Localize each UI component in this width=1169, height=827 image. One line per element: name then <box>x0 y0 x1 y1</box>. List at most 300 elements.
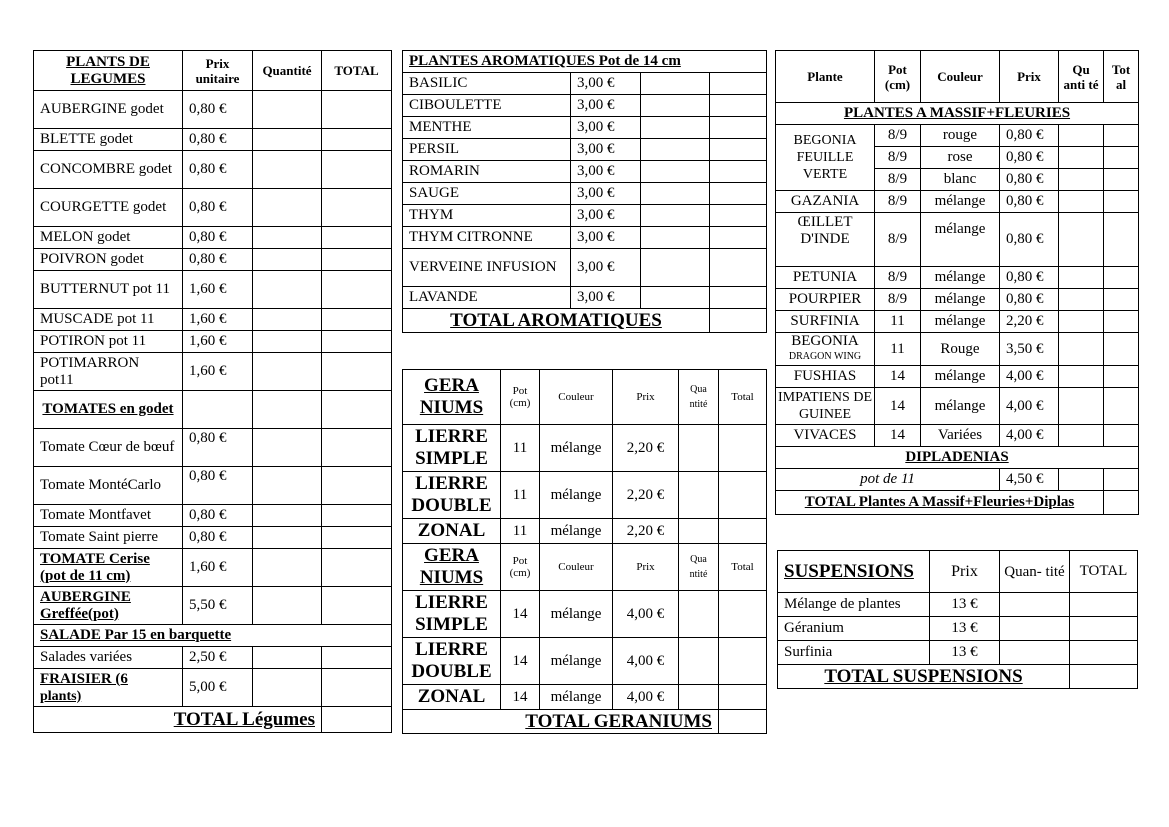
item-name: SURFINIA <box>776 311 875 333</box>
item-color: mélange <box>540 472 613 519</box>
item-price: 4,50 € <box>1000 469 1059 491</box>
qty-cell[interactable] <box>1059 213 1104 267</box>
geraniums-header-name: GERA NIUMS <box>403 370 501 425</box>
item-price: 0,80 € <box>1000 213 1059 267</box>
qty-cell[interactable] <box>641 249 710 287</box>
item-name: VERVEINE INFUSION <box>403 249 571 287</box>
table-row <box>776 191 1139 213</box>
qty-cell[interactable] <box>641 205 710 227</box>
item-pot: 8/9 <box>875 267 921 289</box>
qty-cell[interactable] <box>1000 641 1070 665</box>
item-price: 3,00 € <box>571 117 641 139</box>
total-cell[interactable] <box>719 425 767 472</box>
table-row <box>34 189 392 227</box>
item-name: Tomate Montfavet <box>34 505 183 527</box>
item-name: GAZANIA <box>776 191 875 213</box>
item-name: LIERRE SIMPLE <box>403 425 501 472</box>
item-name: IMPATIENS DE GUINEE <box>776 388 875 425</box>
table-row <box>34 505 392 527</box>
item-price: 2,20 € <box>1000 311 1059 333</box>
total-cell[interactable] <box>710 139 767 161</box>
qty-cell[interactable] <box>253 353 322 391</box>
item-price: 1,60 € <box>183 549 253 587</box>
total-cell[interactable] <box>322 647 392 669</box>
aromatiques-table <box>402 50 767 333</box>
header-pot: Pot (cm) <box>501 370 540 425</box>
item-price: 13 € <box>930 617 1000 641</box>
qty-cell[interactable] <box>1059 366 1104 388</box>
qty-cell[interactable] <box>1059 125 1104 147</box>
item-name: Salades variées <box>34 647 183 669</box>
header-color: Couleur <box>921 51 1000 103</box>
table-row <box>34 429 392 467</box>
item-name: ZONAL <box>403 685 501 710</box>
item-color: mélange <box>540 519 613 544</box>
total-cell[interactable] <box>1070 617 1138 641</box>
total-cell[interactable] <box>710 227 767 249</box>
item-price: 0,80 € <box>1000 169 1059 191</box>
item-color: mélange <box>921 213 1000 267</box>
legumes-header-price: Prix unitaire <box>183 51 253 91</box>
table-row <box>34 309 392 331</box>
item-color: mélange <box>540 425 613 472</box>
qty-cell[interactable] <box>1059 311 1104 333</box>
total-cell[interactable] <box>322 527 392 549</box>
total-cell[interactable] <box>719 685 767 710</box>
table-row <box>776 311 1139 333</box>
table-row <box>34 151 392 189</box>
item-price: 3,00 € <box>571 205 641 227</box>
table-row <box>403 638 767 685</box>
header-total: TOTAL <box>1070 551 1138 593</box>
qty-cell[interactable] <box>1059 267 1104 289</box>
item-price: 3,00 € <box>571 183 641 205</box>
total-cell[interactable] <box>322 505 392 527</box>
qty-cell[interactable] <box>1000 617 1070 641</box>
item-name: Surfinia <box>778 641 930 665</box>
item-price: 2,20 € <box>613 425 679 472</box>
total-cell[interactable] <box>710 183 767 205</box>
item-color: mélange <box>540 638 613 685</box>
item-color: Variées <box>921 425 1000 447</box>
qty-cell[interactable] <box>253 151 322 189</box>
qty-cell[interactable] <box>253 91 322 129</box>
item-price: 4,00 € <box>1000 388 1059 425</box>
item-pot: 8/9 <box>875 125 921 147</box>
qty-cell[interactable] <box>253 647 322 669</box>
qty-cell[interactable] <box>679 519 719 544</box>
table-row <box>403 519 767 544</box>
qty-cell[interactable] <box>253 309 322 331</box>
item-name: VIVACES <box>776 425 875 447</box>
item-color: rose <box>921 147 1000 169</box>
total-cell[interactable] <box>322 151 392 189</box>
total-massif-value[interactable] <box>1104 491 1139 515</box>
total-cell[interactable] <box>1104 388 1139 425</box>
header-pot: Pot (cm) <box>501 544 540 591</box>
item-name: THYM <box>403 205 571 227</box>
qty-cell[interactable] <box>1059 425 1104 447</box>
table-row <box>778 617 1138 641</box>
total-cell[interactable] <box>719 591 767 638</box>
qty-cell[interactable] <box>679 638 719 685</box>
total-cell[interactable] <box>322 189 392 227</box>
table-row <box>776 366 1139 388</box>
aromatiques-title: PLANTES AROMATIQUES Pot de 14 cm <box>403 51 767 73</box>
total-cell[interactable] <box>710 95 767 117</box>
item-pot: 14 <box>501 685 540 710</box>
item-color: mélange <box>540 685 613 710</box>
item-name: POTIRON pot 11 <box>34 331 183 353</box>
item-price: 3,00 € <box>571 287 641 309</box>
total-cell[interactable] <box>1104 125 1139 147</box>
item-name: THYM CITRONNE <box>403 227 571 249</box>
header-price: Prix <box>613 370 679 425</box>
item-pot: 8/9 <box>875 147 921 169</box>
total-cell[interactable] <box>322 587 392 625</box>
table-row <box>403 249 767 287</box>
qty-cell[interactable] <box>679 685 719 710</box>
item-price: 2,20 € <box>613 472 679 519</box>
table-row <box>34 91 392 129</box>
total-cell[interactable] <box>719 519 767 544</box>
item-name: Tomate Saint pierre <box>34 527 183 549</box>
item-price: 0,80 € <box>183 91 253 129</box>
item-price: 2,20 € <box>613 519 679 544</box>
item-name: LAVANDE <box>403 287 571 309</box>
item-name: ŒILLET D'INDE <box>776 213 875 267</box>
item-name: MELON godet <box>34 227 183 249</box>
qty-cell[interactable] <box>641 95 710 117</box>
table-row <box>776 469 1139 491</box>
qty-cell[interactable] <box>253 189 322 227</box>
item-name: Tomate MontéCarlo <box>34 467 183 505</box>
item-name: TOMATE Cerise (pot de 11 cm) <box>34 549 183 587</box>
item-price: 3,50 € <box>1000 333 1059 366</box>
total-cell[interactable] <box>322 227 392 249</box>
qty-cell[interactable] <box>253 669 322 707</box>
total-cell[interactable] <box>710 287 767 309</box>
item-price: 3,00 € <box>571 139 641 161</box>
item-name: AUBERGINE Greffée(pot) <box>34 587 183 625</box>
total-cell[interactable] <box>1104 425 1139 447</box>
total-massif-label: TOTAL Plantes A Massif+Fleuries+Diplas <box>776 491 1104 515</box>
total-cell[interactable] <box>1104 311 1139 333</box>
qty-cell[interactable] <box>641 117 710 139</box>
total-suspensions-value[interactable] <box>1070 665 1138 689</box>
item-pot: 11 <box>501 519 540 544</box>
item-name: POURPIER <box>776 289 875 311</box>
item-name: FRAISIER (6 plants) <box>34 669 183 707</box>
qty-cell[interactable] <box>1059 388 1104 425</box>
total-cell[interactable] <box>322 309 392 331</box>
qty-cell[interactable] <box>253 549 322 587</box>
table-row <box>34 669 392 707</box>
total-cell[interactable] <box>710 249 767 287</box>
item-color: mélange <box>921 311 1000 333</box>
header-color: Couleur <box>540 370 613 425</box>
item-pot: 14 <box>875 388 921 425</box>
table-row <box>34 527 392 549</box>
qty-cell[interactable] <box>641 161 710 183</box>
total-cell[interactable] <box>322 129 392 151</box>
item-price: 0,80 € <box>1000 191 1059 213</box>
geraniums-header-name-2: GERA NIUMS <box>403 544 501 591</box>
qty-cell[interactable] <box>253 467 322 505</box>
table-row <box>403 472 767 519</box>
table-row <box>776 333 1139 366</box>
item-name: CONCOMBRE godet <box>34 151 183 189</box>
item-price: 1,60 € <box>183 309 253 331</box>
total-cell[interactable] <box>710 161 767 183</box>
total-cell[interactable] <box>322 467 392 505</box>
item-price: 3,00 € <box>571 73 641 95</box>
item-price: 0,80 € <box>1000 125 1059 147</box>
qty-cell[interactable] <box>253 271 322 309</box>
qty-cell[interactable] <box>253 527 322 549</box>
tomates-title: TOMATES en godet <box>34 391 183 429</box>
item-color: blanc <box>921 169 1000 191</box>
item-name: AUBERGINE godet <box>34 91 183 129</box>
table-row <box>34 227 392 249</box>
legumes-header-qty: Quantité <box>253 51 322 91</box>
total-cell[interactable] <box>710 205 767 227</box>
header-plante: Plante <box>776 51 875 103</box>
item-price: 5,50 € <box>183 587 253 625</box>
total-cell[interactable] <box>322 549 392 587</box>
header-color: Couleur <box>540 544 613 591</box>
table-row <box>403 685 767 710</box>
total-cell[interactable] <box>710 73 767 95</box>
total-cell[interactable] <box>1104 147 1139 169</box>
table-row <box>403 205 767 227</box>
item-price: 0,80 € <box>183 429 253 467</box>
item-price: 4,00 € <box>613 685 679 710</box>
qty-cell[interactable] <box>1059 147 1104 169</box>
table-row <box>776 267 1139 289</box>
qty-cell[interactable] <box>679 472 719 519</box>
item-name: COURGETTE godet <box>34 189 183 227</box>
item-pot: 11 <box>501 425 540 472</box>
item-color: mélange <box>921 366 1000 388</box>
item-price: 3,00 € <box>571 249 641 287</box>
header-qty: Qu anti té <box>1059 51 1104 103</box>
item-pot: 8/9 <box>875 169 921 191</box>
total-legumes-value[interactable] <box>322 707 392 733</box>
total-geraniums-value[interactable] <box>719 710 767 734</box>
qty-cell[interactable] <box>253 331 322 353</box>
total-suspensions-label: TOTAL SUSPENSIONS <box>778 665 1070 689</box>
item-name: POTIMARRON pot11 <box>34 353 183 391</box>
item-color: mélange <box>921 191 1000 213</box>
total-cell[interactable] <box>719 472 767 519</box>
qty-cell[interactable] <box>253 227 322 249</box>
item-price: 0,80 € <box>183 467 253 505</box>
total-cell[interactable] <box>1104 213 1139 267</box>
qty-cell[interactable] <box>1059 289 1104 311</box>
table-row <box>778 641 1138 665</box>
item-name: LIERRE DOUBLE <box>403 638 501 685</box>
item-name: BLETTE godet <box>34 129 183 151</box>
qty-cell[interactable] <box>641 183 710 205</box>
table-row <box>403 425 767 472</box>
item-name: MUSCADE pot 11 <box>34 309 183 331</box>
qty-cell[interactable] <box>1000 593 1070 617</box>
item-pot: 11 <box>875 333 921 366</box>
header-qty: Qua ntité <box>679 370 719 425</box>
item-name: Mélange de plantes <box>778 593 930 617</box>
item-name: POIVRON godet <box>34 249 183 271</box>
total-cell[interactable] <box>322 91 392 129</box>
header-qty: Qua ntité <box>679 544 719 591</box>
qty-cell[interactable] <box>253 429 322 467</box>
item-price: 0,80 € <box>183 227 253 249</box>
total-cell[interactable] <box>322 429 392 467</box>
item-price: 3,00 € <box>571 95 641 117</box>
qty-cell[interactable] <box>1059 191 1104 213</box>
header-total: Total <box>719 370 767 425</box>
item-pot: 11 <box>875 311 921 333</box>
total-cell[interactable] <box>322 353 392 391</box>
item-name: BUTTERNUT pot 11 <box>34 271 183 309</box>
qty-cell[interactable] <box>679 425 719 472</box>
qty-cell[interactable] <box>641 227 710 249</box>
item-price: 4,00 € <box>613 638 679 685</box>
total-cell[interactable] <box>1104 333 1139 366</box>
table-row <box>403 287 767 309</box>
item-pot: 14 <box>875 425 921 447</box>
header-qty: Quan- tité <box>1000 551 1070 593</box>
total-cell[interactable] <box>1104 267 1139 289</box>
qty-cell[interactable] <box>1059 469 1104 491</box>
item-color: rouge <box>921 125 1000 147</box>
total-cell[interactable] <box>322 271 392 309</box>
item-name: PERSIL <box>403 139 571 161</box>
item-price: 0,80 € <box>1000 267 1059 289</box>
qty-cell[interactable] <box>1059 169 1104 191</box>
header-price: Prix <box>613 544 679 591</box>
item-name: PETUNIA <box>776 267 875 289</box>
suspensions-table <box>777 550 1138 689</box>
item-name: FUSHIAS <box>776 366 875 388</box>
geraniums-table <box>402 369 767 734</box>
table-row <box>34 129 392 151</box>
item-price: 0,80 € <box>183 189 253 227</box>
total-aromatiques-value[interactable] <box>710 309 767 333</box>
table-row <box>403 161 767 183</box>
item-pot: 11 <box>501 472 540 519</box>
item-name: pot de 11 <box>776 469 1000 491</box>
item-price: 0,80 € <box>183 249 253 271</box>
header-price: Prix <box>930 551 1000 593</box>
table-row <box>776 213 1139 267</box>
item-color: mélange <box>921 289 1000 311</box>
table-row <box>34 549 392 587</box>
qty-cell[interactable] <box>641 139 710 161</box>
qty-cell[interactable] <box>253 129 322 151</box>
table-row <box>403 117 767 139</box>
item-price: 13 € <box>930 593 1000 617</box>
qty-cell[interactable] <box>641 73 710 95</box>
qty-cell[interactable] <box>253 587 322 625</box>
table-row <box>34 353 392 391</box>
legumes-header-name: PLANTS DE LEGUMES <box>34 51 183 91</box>
table-row <box>403 227 767 249</box>
total-cell[interactable] <box>710 117 767 139</box>
legumes-header-total: TOTAL <box>322 51 392 91</box>
item-color: mélange <box>921 388 1000 425</box>
item-name: SAUGE <box>403 183 571 205</box>
item-price: 1,60 € <box>183 331 253 353</box>
item-price: 13 € <box>930 641 1000 665</box>
total-cell[interactable] <box>322 669 392 707</box>
table-row <box>34 249 392 271</box>
item-price: 2,50 € <box>183 647 253 669</box>
table-row <box>34 647 392 669</box>
header-pot: Pot (cm) <box>875 51 921 103</box>
item-name: BASILIC <box>403 73 571 95</box>
item-name: LIERRE SIMPLE <box>403 591 501 638</box>
total-cell[interactable] <box>322 249 392 271</box>
qty-cell[interactable] <box>253 505 322 527</box>
suspensions-title: SUSPENSIONS <box>778 551 930 593</box>
table-row <box>776 388 1139 425</box>
table-row <box>778 593 1138 617</box>
item-name: BEGONIA FEUILLE VERTE <box>776 125 875 191</box>
total-cell[interactable] <box>1104 469 1139 491</box>
header-total: Tot al <box>1104 51 1139 103</box>
header-price: Prix <box>1000 51 1059 103</box>
qty-cell[interactable] <box>641 287 710 309</box>
total-cell[interactable] <box>1070 641 1138 665</box>
total-aromatiques-label: TOTAL AROMATIQUES <box>403 309 710 333</box>
item-pot: 8/9 <box>875 191 921 213</box>
item-name: Géranium <box>778 617 930 641</box>
item-name: Tomate Cœur de bœuf <box>34 429 183 467</box>
total-cell[interactable] <box>1104 366 1139 388</box>
item-pot: 8/9 <box>875 289 921 311</box>
item-name: ZONAL <box>403 519 501 544</box>
item-price: 0,80 € <box>183 527 253 549</box>
qty-cell[interactable] <box>253 249 322 271</box>
item-name: BEGONIA DRAGON WING <box>776 333 875 366</box>
total-cell[interactable] <box>322 331 392 353</box>
item-price: 0,80 € <box>183 129 253 151</box>
item-pot: 14 <box>501 638 540 685</box>
item-name: CIBOULETTE <box>403 95 571 117</box>
item-color: mélange <box>540 591 613 638</box>
qty-cell[interactable] <box>1059 333 1104 366</box>
item-price: 0,80 € <box>1000 289 1059 311</box>
item-color: mélange <box>921 267 1000 289</box>
qty-cell[interactable] <box>679 591 719 638</box>
item-pot: 8/9 <box>875 213 921 267</box>
total-cell[interactable] <box>1104 289 1139 311</box>
item-color: Rouge <box>921 333 1000 366</box>
dipladenias-title: DIPLADENIAS <box>776 447 1139 469</box>
total-cell[interactable] <box>1104 169 1139 191</box>
header-total: Total <box>719 544 767 591</box>
item-name: ROMARIN <box>403 161 571 183</box>
item-price: 4,00 € <box>1000 366 1059 388</box>
total-cell[interactable] <box>1070 593 1138 617</box>
total-cell[interactable] <box>1104 191 1139 213</box>
total-cell[interactable] <box>719 638 767 685</box>
item-price: 3,00 € <box>571 161 641 183</box>
item-name: LIERRE DOUBLE <box>403 472 501 519</box>
table-row <box>403 73 767 95</box>
item-name: MENTHE <box>403 117 571 139</box>
